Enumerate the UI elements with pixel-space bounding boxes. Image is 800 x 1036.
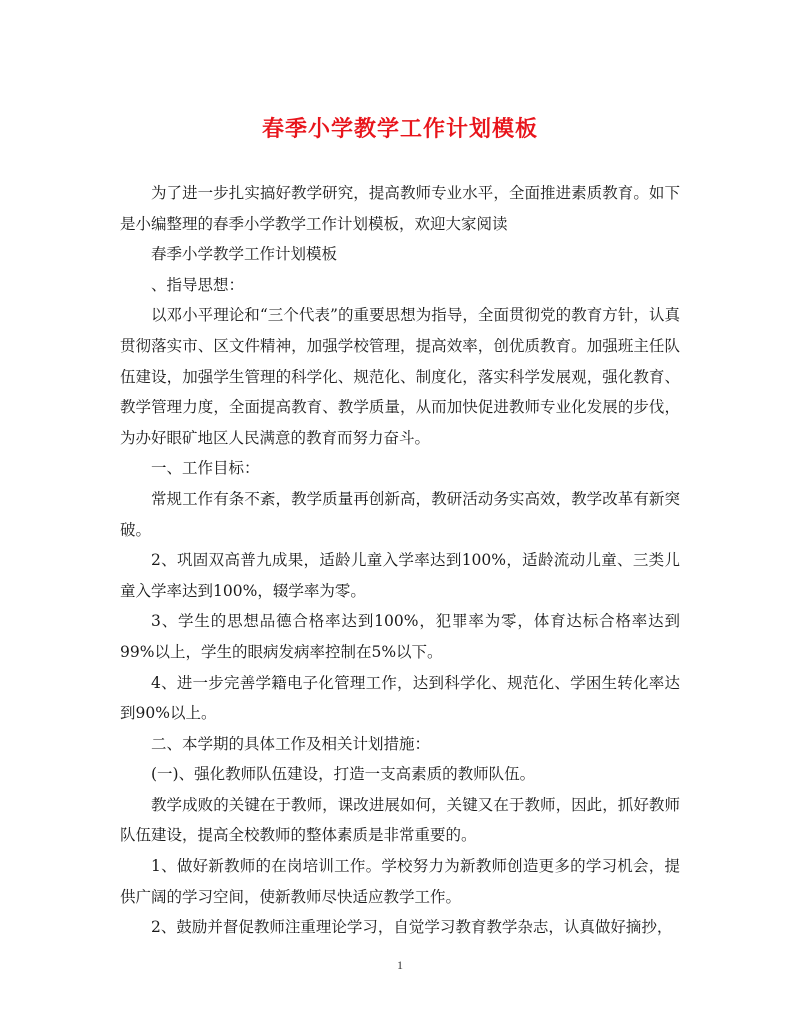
paragraph: 2、巩固双高普九成果，适龄儿童入学率达到100%，适龄流动儿童、三类儿童入学率达到100%，辍学率为零。 — [120, 551, 680, 600]
paragraph: 4、进一步完善学籍电子化管理工作，达到科学化、规范化、学困生转化率达到90%以上。 — [120, 673, 680, 723]
paragraph: 教学成败的关键在于教师，课改进展如何，关键又在于教师，因此，抓好教师队伍建设，提高全校教师的整体素质是非常重要的。 — [120, 795, 680, 845]
document-body — [120, 178, 680, 943]
paragraph: 二、本学期的具体工作及相关计划措施： — [151, 734, 431, 753]
paragraph: (一)、强化教师队伍建设，打造一支高素质的教师队伍。 — [151, 765, 536, 784]
paragraph: 3、学生的思想品德合格率达到100%，犯罪率为零，体育达标合格率达到99%以上，学生的眼病发病率控制在5%以下。 — [120, 612, 680, 661]
document-title: 春季小学教学工作计划模板 — [261, 116, 538, 142]
paragraph: 2、鼓励并督促教师注重理论学习，自觉学习教育教学杂志，认真做好摘抄， — [151, 918, 673, 937]
paragraph: 、指导思想： — [151, 275, 245, 294]
paragraph: 常规工作有条不紊，教学质量再创新高，教研活动务实高效，教学改革有新突破。 — [120, 489, 680, 539]
paragraph: 以邓小平理论和“三个代表”的重要思想为指导，全面贯彻党的教育方针，认真贯彻落实市、区文件精神，加强学校管理，提高效率，创优质教育。加强班主任队伍建设，加强学生管理的科学化、规范化、制度化，落实科学发展观，强化教育、教学管理力度，全面提高教育、教学质量，从而加快促进教师专业化发展的步伐，为办好眼矿地区人民满意的教育而努力奋斗。 — [120, 306, 680, 447]
page-number: 1 — [397, 958, 403, 972]
paragraph: 春季小学教学工作计划模板 — [151, 245, 338, 264]
paragraph: 为了进一步扎实搞好教学研究，提高教师专业水平，全面推进素质教育。如下是小编整理的春季小学教学工作计划模板，欢迎大家阅读 — [120, 184, 680, 233]
paragraph: 1、做好新教师的在岗培训工作。学校努力为新教师创造更多的学习机会，提供广阔的学习空间，使新教师尽快适应教学工作。 — [120, 857, 680, 906]
paragraph: 一、工作目标： — [151, 459, 260, 478]
